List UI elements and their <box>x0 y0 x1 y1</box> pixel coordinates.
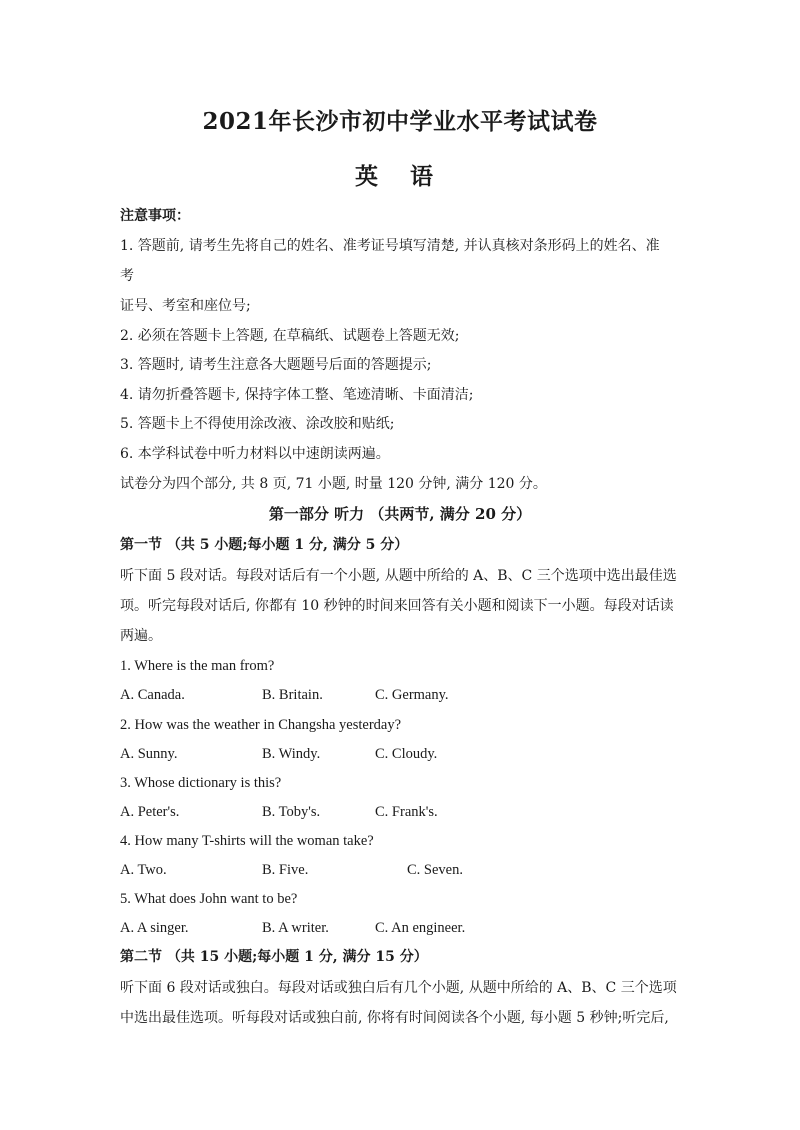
option-a: A. A singer. <box>120 920 189 936</box>
notice-item: 证号、考室和座位号; <box>120 298 251 314</box>
option-c: C. Seven. <box>407 862 463 878</box>
option-c: C. An engineer. <box>375 920 466 936</box>
question-3: 3. Whose dictionary is this? <box>120 775 282 791</box>
section2-heading: 第二节 （共 15 小题;每小题 1 分, 满分 15 分） <box>120 949 428 965</box>
question-2: 2. How was the weather in Changsha yesterday? <box>120 717 402 733</box>
option-b: B. A writer. <box>262 920 329 936</box>
option-c: C. Cloudy. <box>375 746 438 762</box>
option-b: B. Windy. <box>262 746 321 762</box>
subject-title: 英 语 <box>354 163 445 190</box>
option-a: A. Canada. <box>120 687 185 703</box>
notice-item: 6. 本学科试卷中听力材料以中速朗读两遍。 <box>120 446 390 462</box>
option-b: B. Five. <box>262 862 309 878</box>
question-5: 5. What does John want to be? <box>120 891 298 907</box>
exam-title: 2021年长沙市初中学业水平考试试卷 <box>202 108 598 135</box>
section1-heading: 第一节 （共 5 小题;每小题 1 分, 满分 5 分） <box>120 537 409 553</box>
option-b: B. Britain. <box>262 687 323 703</box>
section2-instruction: 中选出最佳选项。听每段对话或独白前, 你将有时间阅读各个小题, 每小题 5 秒钟;听完后, <box>120 1010 669 1026</box>
section1-instruction: 听下面 5 段对话。每段对话后有一个小题, 从题中所给的 A、B、C 三个选项中选出最佳选 <box>120 568 677 584</box>
option-a: A. Two. <box>120 862 167 878</box>
question-1: 1. Where is the man from? <box>120 658 275 674</box>
option-c: C. Frank's. <box>375 804 438 820</box>
notice-item: 4. 请勿折叠答题卡, 保持字体工整、笔迹清晰、卡面清洁; <box>120 387 474 403</box>
section1-instruction: 项。听完每段对话后, 你都有 10 秒钟的时间来回答有关小题和阅读下一小题。每段对话读 <box>120 598 674 614</box>
option-a: A. Sunny. <box>120 746 178 762</box>
notice-item: 5. 答题卡上不得使用涂改液、涂改胶和贴纸; <box>120 416 395 432</box>
question-4: 4. How many T-shirts will the woman take? <box>120 833 374 849</box>
exam-summary: 试卷分为四个部分, 共 8 页, 71 小题, 时量 120 分钟, 满分 120 分。 <box>120 476 547 492</box>
option-c: C. Germany. <box>375 687 449 703</box>
section1-instruction: 两遍。 <box>120 628 162 644</box>
option-a: A. Peter's. <box>120 804 180 820</box>
notice-item: 考 <box>120 268 134 284</box>
notice-heading: 注意事项： <box>120 208 190 224</box>
notice-item: 2. 必须在答题卡上答题, 在草稿纸、试题卷上答题无效; <box>120 328 460 344</box>
notice-item: 3. 答题时, 请考生注意各大题题号后面的答题提示; <box>120 357 432 373</box>
notice-item: 1. 答题前, 请考生先将自己的姓名、准考证号填写清楚, 并认真核对条形码上的姓名、准 <box>120 238 660 254</box>
option-b: B. Toby's. <box>262 804 321 820</box>
section2-instruction: 听下面 6 段对话或独白。每段对话或独白后有几个小题, 从题中所给的 A、B、C 三个选项 <box>120 980 677 996</box>
part1-heading: 第一部分 听力 （共两节, 满分 20 分） <box>268 505 532 523</box>
